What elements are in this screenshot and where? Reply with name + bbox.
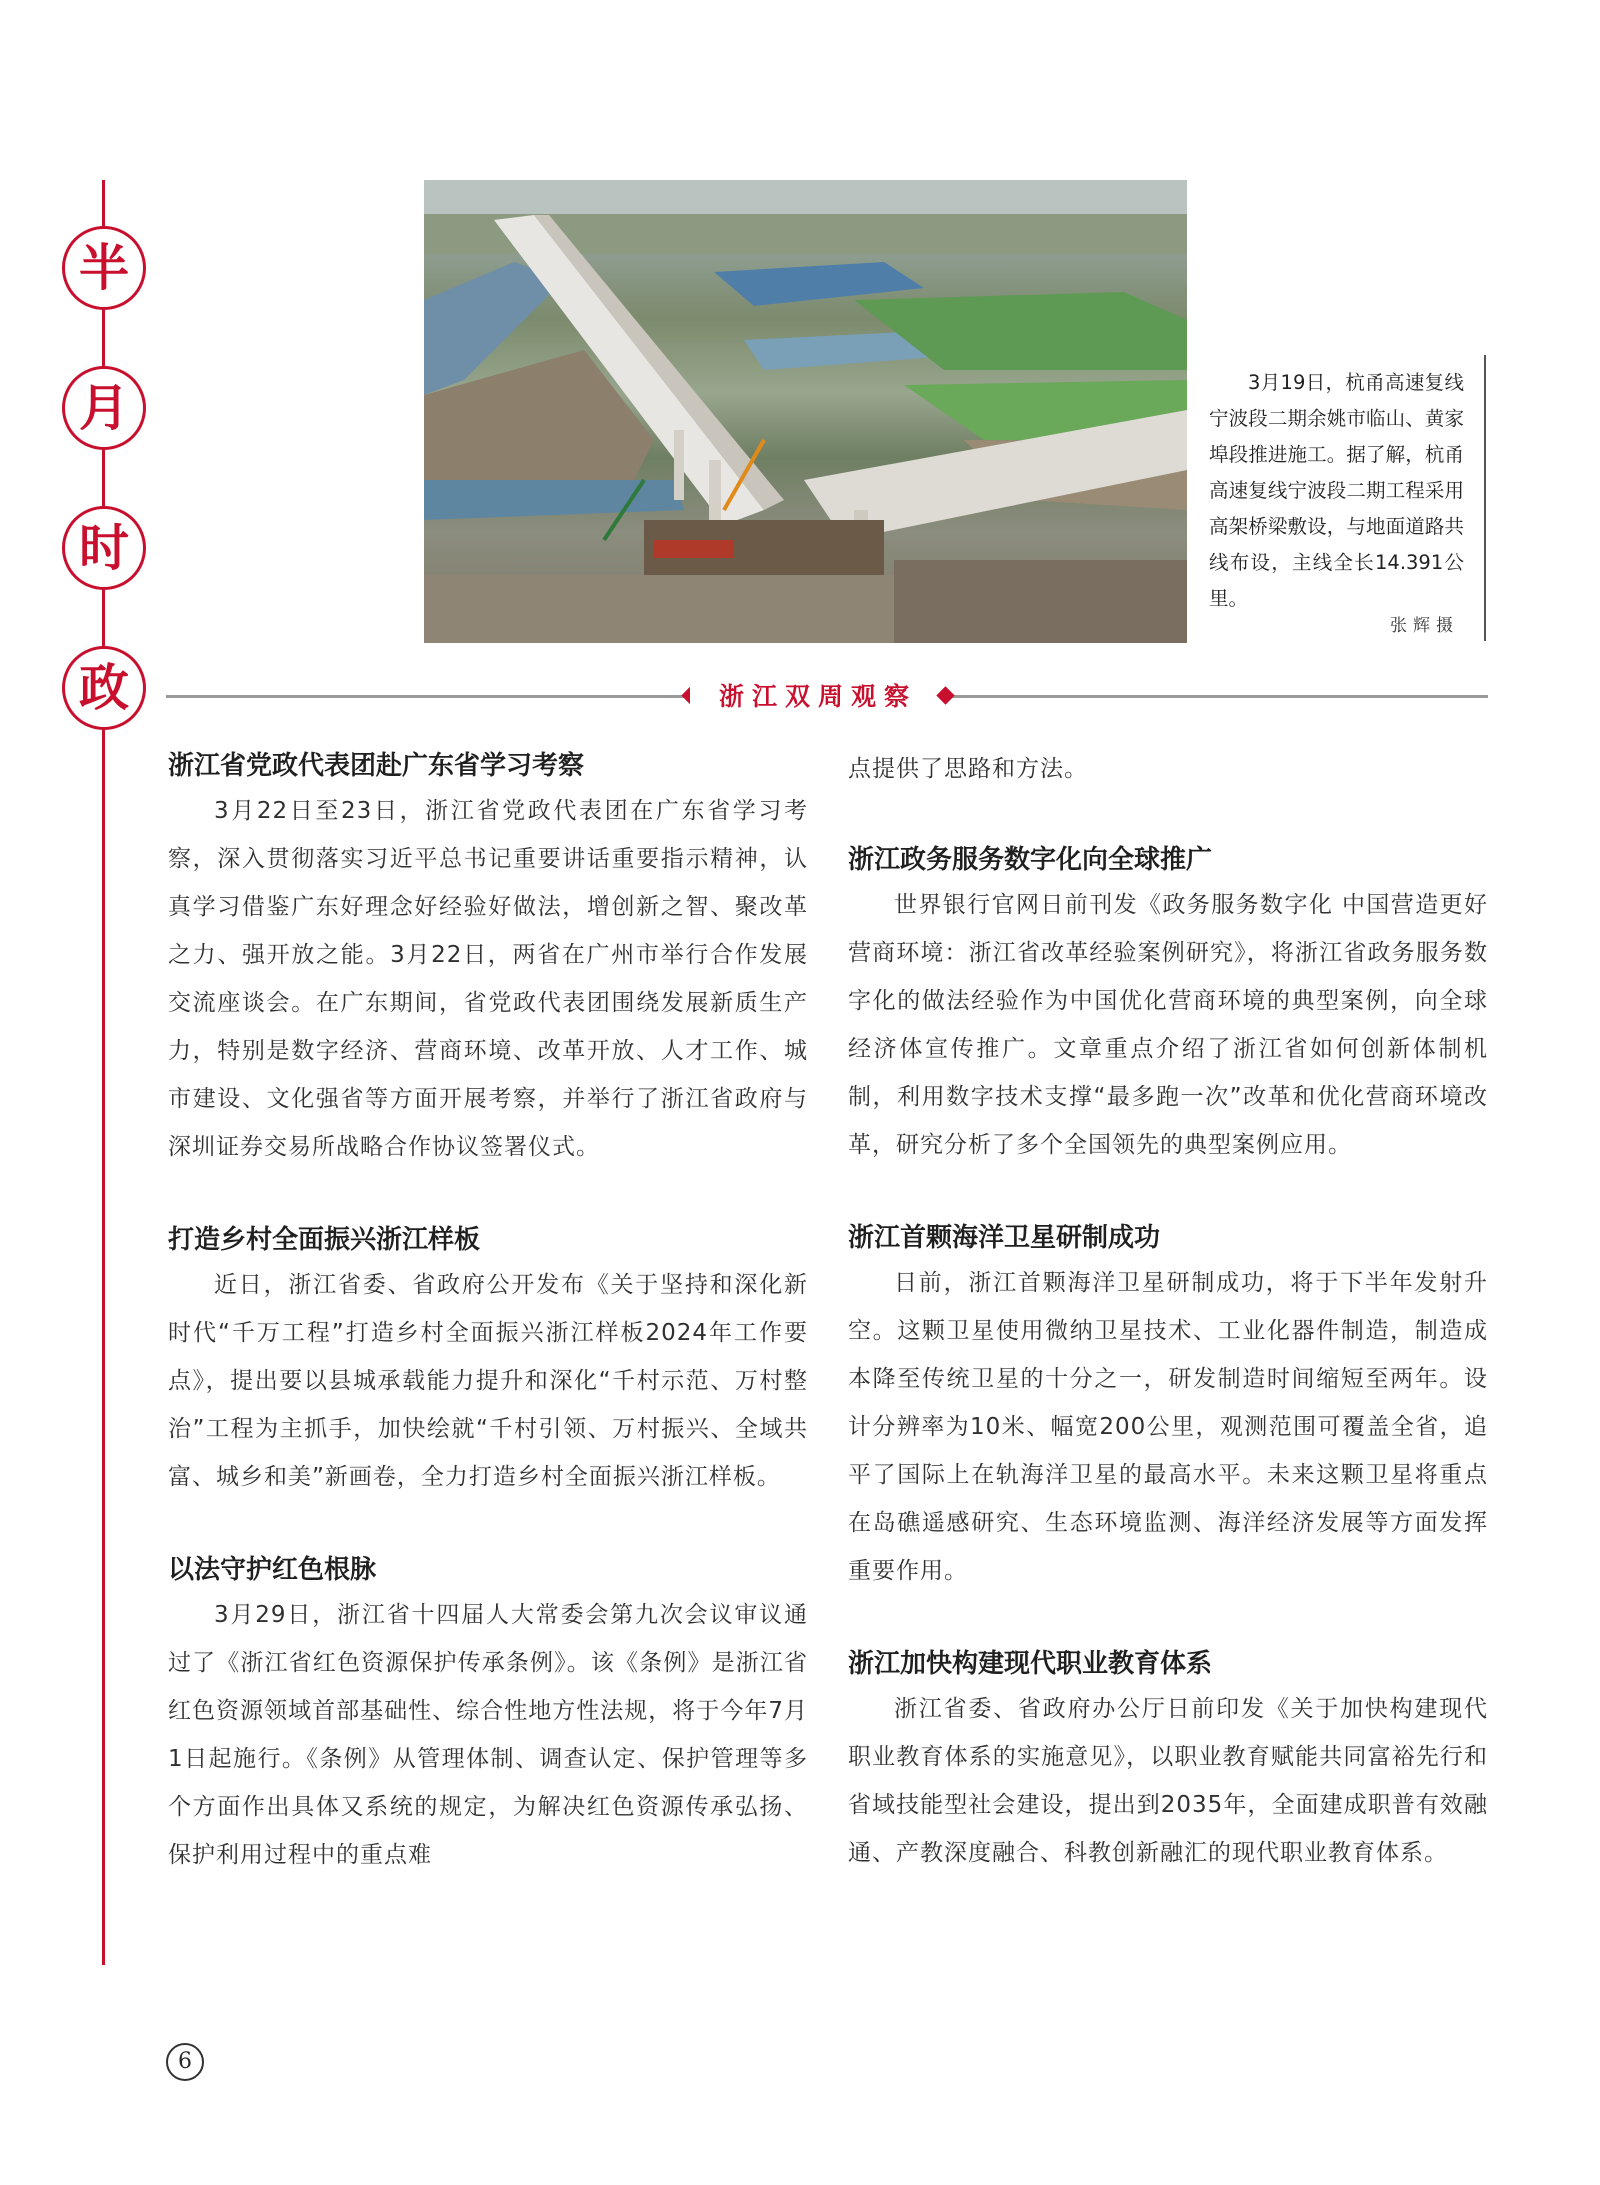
masthead-char: 月 — [62, 366, 146, 450]
right-column — [848, 745, 1488, 1877]
masthead — [62, 226, 146, 786]
article-title: 浙江加快构建现代职业教育体系 — [848, 1649, 1213, 1679]
masthead-char: 时 — [62, 506, 146, 590]
article-title: 打造乡村全面振兴浙江样板 — [168, 1225, 481, 1255]
photo-credit: 张辉摄 — [1390, 616, 1459, 636]
page-number: 6 — [166, 2043, 204, 2081]
masthead-char: 半 — [62, 226, 146, 310]
article-body: 3月29日，浙江省十四届人大常委会第九次会议审议通过了《浙江省红色资源保护传承条例》。该《条例》是浙江省红色资源领域首部基础性、综合性地方性法规，将于今年7月1日起施行。《条例》从管理体制、调查认定、保护管理等多个方面作出具体又系统的规定，为解决红色资源传承弘扬、保护利用过程中的重点难 — [168, 1602, 808, 1868]
article-body: 日前，浙江首颗海洋卫星研制成功，将于下半年发射升空。这颗卫星使用微纳卫星技术、工业化器件制造，制造成本降至传统卫星的十分之一，研发制造时间缩短至两年。设计分辨率为10米、幅宽200公里，观测范围可覆盖全省，追平了国际上在轨海洋卫星的最高水平。未来这颗卫星将重点在岛礁遥感研究、生态环境监测、海洋经济发展等方面发挥重要作用。 — [848, 1270, 1488, 1584]
article-continuation: 点提供了思路和方法。 — [848, 756, 1088, 782]
article-title: 浙江省党政代表团赴广东省学习考察 — [168, 751, 585, 781]
news-photo — [424, 180, 1187, 643]
article-title: 浙江政务服务数字化向全球推广 — [848, 845, 1213, 875]
article-body: 世界银行官网日前刊发《政务服务数字化 中国营造更好营商环境：浙江省改革经验案例研究》，将浙江省政务服务数字化的做法经验作为中国优化营商环境的典型案例，向全球经济体宣传推广。文章重点介绍了浙江省如何创新体制机制，利用数字技术支撑“最多跑一次”改革和优化营商环境改革，研究分析了多个全国领先的典型案例应用。 — [848, 892, 1488, 1158]
article-body: 3月22日至23日，浙江省党政代表团在广东省学习考察，深入贯彻落实习近平总书记重要讲话重要指示精神，认真学习借鉴广东好理念好经验好做法，增创新之智、聚改革之力、强开放之能。3月22日，两省在广州市举行合作发展交流座谈会。在广东期间，省党政代表团围绕发展新质生产力，特别是数字经济、营商环境、改革开放、人才工作、城市建设、文化强省等方面开展考察，并举行了浙江省政府与深圳证券交易所战略合作协议签署仪式。 — [168, 798, 808, 1160]
section-title: 浙江双周观察 — [690, 676, 946, 718]
article-body: 浙江省委、省政府办公厅日前印发《关于加快构建现代职业教育体系的实施意见》，以职业教育赋能共同富裕先行和省域技能型社会建设，提出到2035年，全面建成职普有效融通、产教深度融合、科教创新融汇的现代职业教育体系。 — [848, 1696, 1488, 1866]
article-body: 近日，浙江省委、省政府公开发布《关于坚持和深化新时代“千万工程”打造乡村全面振兴浙江样板2024年工作要点》，提出要以县城承载能力提升和深化“千村示范、万村整治”工程为主抓手，加快绘就“千村引领、万村振兴、全域共富、城乡和美”新画卷，全力打造乡村全面振兴浙江样板。 — [168, 1272, 808, 1490]
masthead-char: 政 — [62, 646, 146, 730]
article-title: 以法守护红色根脉 — [168, 1555, 377, 1585]
left-column — [168, 745, 808, 1879]
article-title: 浙江首颗海洋卫星研制成功 — [848, 1223, 1161, 1253]
photo-caption: 3月19日，杭甬高速复线宁波段二期余姚市临山、黄家埠段推进施工。据了解，杭甬高速复线宁波段二期工程采用高架桥梁敷设，与地面道路共线布设，主线全长14.391公里。 — [1187, 355, 1486, 641]
photo-illustration — [424, 180, 1187, 643]
